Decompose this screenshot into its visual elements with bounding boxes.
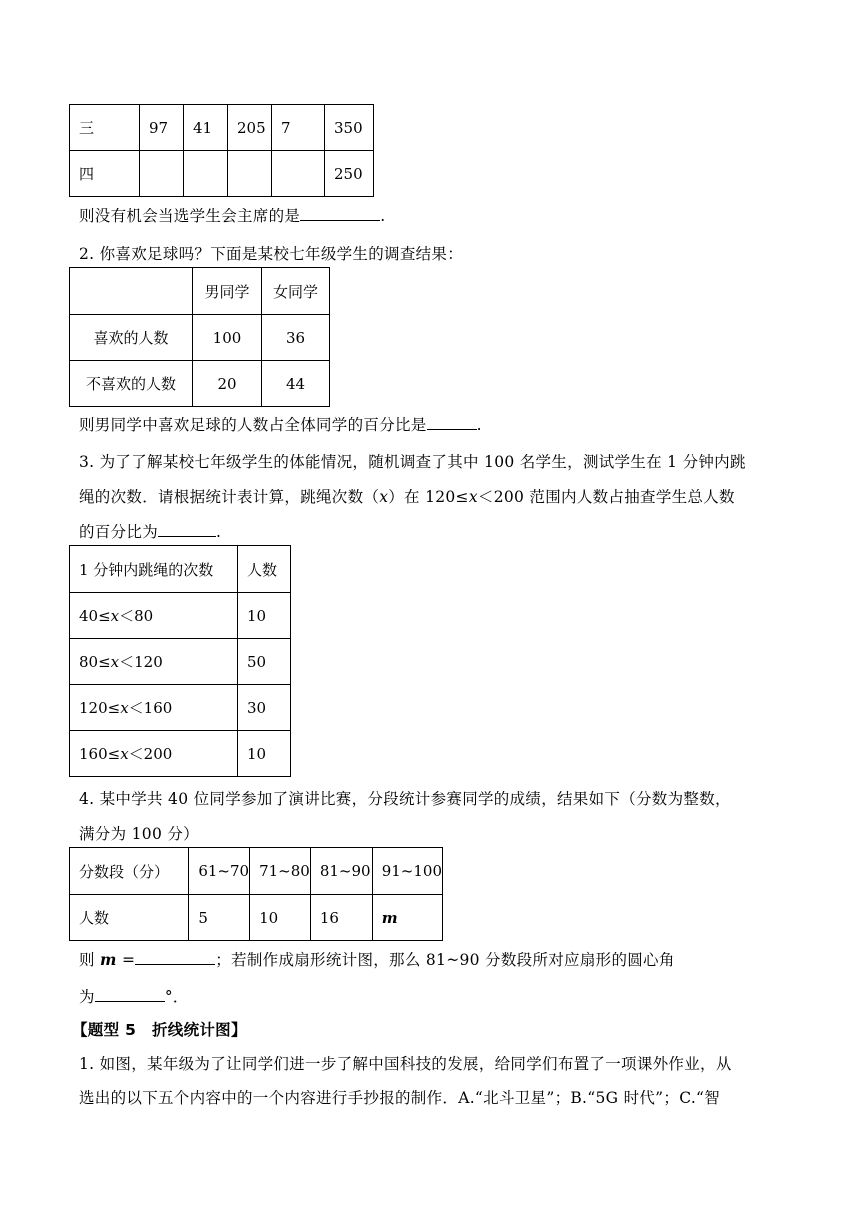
- table-cell: 三: [70, 105, 140, 151]
- table-cell: [272, 151, 325, 197]
- answer-blank[interactable]: [158, 522, 216, 537]
- table-cell: 250: [325, 151, 374, 197]
- table-cell: 7: [272, 105, 325, 151]
- table-cell: 10: [238, 593, 291, 639]
- table-cell: 不喜欢的人数: [70, 361, 193, 407]
- q3-line2: [79, 485, 735, 507]
- table-row: [70, 639, 291, 685]
- candidate-table: [69, 104, 374, 197]
- table-cell: 97: [140, 105, 184, 151]
- table-cell: [70, 685, 238, 731]
- q3-line3-end: .: [216, 523, 222, 541]
- table-cell: [228, 151, 272, 197]
- variable-x: x: [110, 653, 120, 671]
- answer-blank[interactable]: [300, 206, 380, 221]
- variable-x: x: [120, 745, 129, 763]
- table-cell: 10: [238, 731, 291, 777]
- q4-ask-b: =: [116, 951, 136, 969]
- q2-answer-line: [79, 413, 482, 435]
- q2-ask: 则男同学中喜欢足球的人数占全体同学的百分比是: [79, 416, 427, 434]
- q3-line1: 3. 为了了解某校七年级学生的体能情况，随机调查了其中 100 名学生，测试学生在 1 分钟内跳: [79, 453, 746, 471]
- s5-line1: 1. 如图，某年级为了让同学们进一步了解中国科技的发展，给同学们布置了一项课外作业，从: [79, 1055, 732, 1073]
- table-cell: 36: [262, 315, 330, 361]
- section-heading: 【题型 5 折线统计图】: [72, 1021, 247, 1039]
- jump-rope-table: [69, 545, 291, 777]
- table-cell: 10: [250, 895, 311, 941]
- range-low: 80≤: [79, 653, 111, 671]
- table-row: [70, 361, 330, 407]
- range-high: ＜200: [128, 745, 173, 763]
- score-distribution-table: [69, 847, 443, 941]
- table-cell: 41: [184, 105, 228, 151]
- q4-ask-c: ；若制作成扇形统计图，那么 81~90 分数段所对应扇形的圆心角: [215, 951, 675, 969]
- q4-ask2-a: 为: [79, 988, 95, 1006]
- q4-line1: 4. 某中学共 40 位同学参加了演讲比赛，分段统计参赛同学的成绩，结果如下（分数为整数，: [79, 790, 731, 808]
- range-high: ＜120: [119, 653, 163, 671]
- table-header-row: [70, 848, 443, 895]
- table-cell: 30: [238, 685, 291, 731]
- q4-answer-line2: [79, 985, 189, 1007]
- table-cell: 人数: [70, 895, 189, 941]
- q3-line2-c: ＜200 范围内人数占抽查学生总人数: [477, 488, 735, 506]
- range-high: ＜80: [119, 607, 154, 625]
- q3-line3: [79, 520, 221, 542]
- table-header-cell: 1 分钟内跳绳的次数: [70, 546, 238, 593]
- range-low: 40≤: [79, 607, 111, 625]
- table-cell: 四: [70, 151, 140, 197]
- q1-end: .: [380, 207, 386, 225]
- table-row: [70, 731, 291, 777]
- table-cell: 喜欢的人数: [70, 315, 193, 361]
- table-cell: 44: [262, 361, 330, 407]
- table-row: [70, 105, 374, 151]
- variable-x: x: [110, 607, 120, 625]
- q3-line2-b: ）在 120≤: [388, 488, 469, 506]
- s5-line2: 选出的以下五个内容中的一个内容进行手抄报的制作．A.“北斗卫星”；B.“5G 时代”；C.“智: [79, 1089, 721, 1107]
- table-cell: 100: [193, 315, 262, 361]
- table-header-cell: 71~80: [250, 848, 311, 895]
- football-survey-table: [69, 267, 330, 407]
- table-row: [70, 315, 330, 361]
- table-header-cell: 61~70: [189, 848, 250, 895]
- table-header-cell: 91~100: [372, 848, 442, 895]
- variable-x: x: [379, 488, 389, 506]
- table-cell: [70, 731, 238, 777]
- table-cell: [184, 151, 228, 197]
- table-header-cell: 男同学: [193, 268, 262, 315]
- table-header-cell: [70, 268, 193, 315]
- answer-blank[interactable]: [135, 950, 215, 965]
- q2-end: .: [476, 416, 482, 434]
- answer-blank[interactable]: [95, 987, 165, 1002]
- q1-text: 则没有机会当选学生会主席的是: [79, 207, 301, 225]
- table-cell: [140, 151, 184, 197]
- table-header-cell: 81~90: [310, 848, 372, 895]
- variable-m: m: [100, 950, 117, 969]
- table-cell: 205: [228, 105, 272, 151]
- q3-line3-text: 的百分比为: [79, 523, 159, 541]
- range-low: 160≤: [79, 745, 121, 763]
- range-high: ＜160: [128, 699, 173, 717]
- table-row: [70, 151, 374, 197]
- table-cell: 350: [325, 105, 374, 151]
- table-header-cell: 分数段（分）: [70, 848, 189, 895]
- table-cell: [70, 593, 238, 639]
- table-row: [70, 895, 443, 941]
- range-low: 120≤: [79, 699, 121, 717]
- q4-ask-a: 则: [79, 951, 101, 969]
- table-row: [70, 685, 291, 731]
- variable-x: x: [468, 488, 478, 506]
- q1-answer-line: [79, 204, 385, 226]
- table-cell: m: [372, 895, 442, 941]
- answer-blank[interactable]: [427, 415, 477, 430]
- table-header-cell: 女同学: [262, 268, 330, 315]
- table-cell: 5: [189, 895, 250, 941]
- q2-stem: 2. 你喜欢足球吗？下面是某校七年级学生的调查结果：: [79, 245, 464, 263]
- q4-answer-line: [79, 948, 675, 970]
- q4-ask2-b: °．: [164, 988, 189, 1006]
- table-cell: 16: [310, 895, 372, 941]
- table-cell: 20: [193, 361, 262, 407]
- table-header-cell: 人数: [238, 546, 291, 593]
- table-header-row: [70, 268, 330, 315]
- q3-line2-a: 绳的次数．请根据统计表计算，跳绳次数（: [79, 488, 380, 506]
- table-header-row: [70, 546, 291, 593]
- table-cell: [70, 639, 238, 685]
- variable-x: x: [120, 699, 129, 717]
- table-cell: 50: [238, 639, 291, 685]
- table-row: [70, 593, 291, 639]
- q4-line2: 满分为 100 分）: [79, 825, 199, 843]
